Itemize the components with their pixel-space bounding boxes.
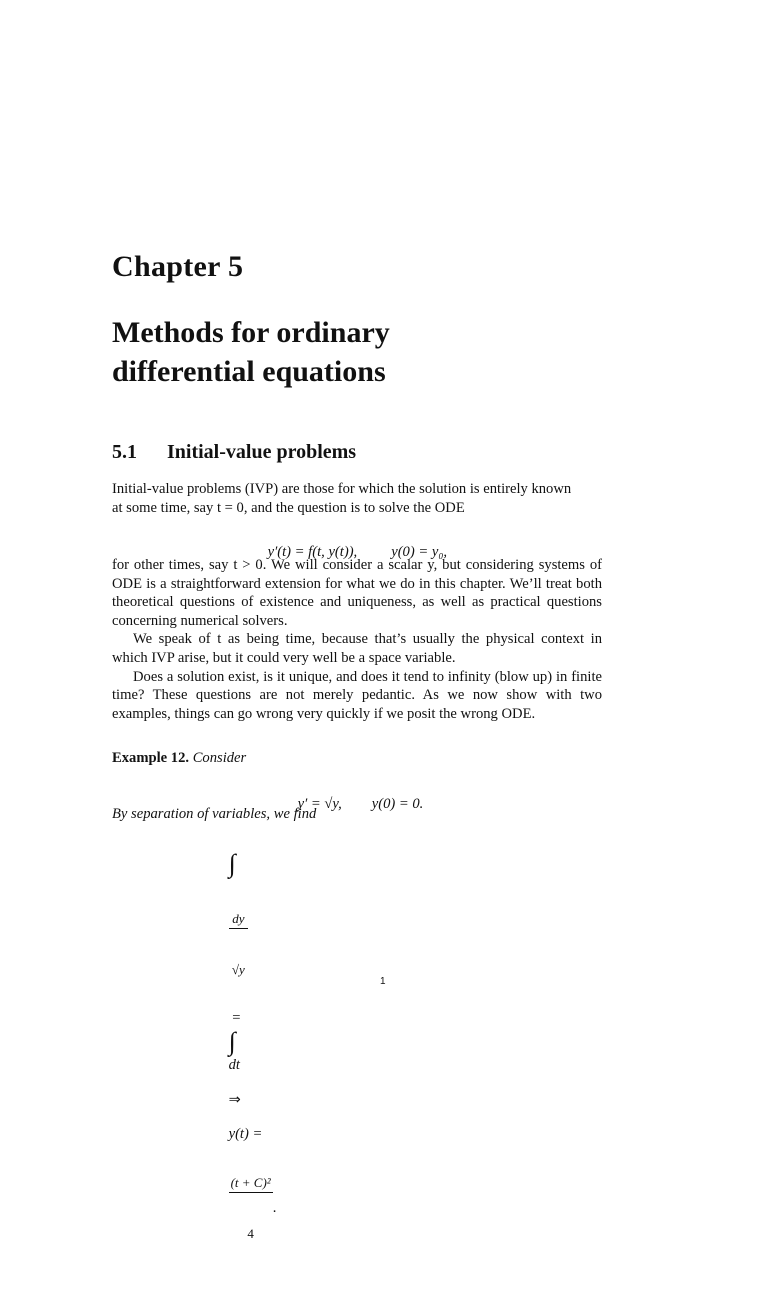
paragraph-other-times: for other times, say t > 0. We will consider a scalar y, but considering systems of ODE is a straightforward extension for what we do in this chapter. We’ll treat both theoretical questions of existence and uniqueness, as well as practical questions concerning numerical solvers. xyxy=(112,557,602,629)
implies-arrow: ⇒ xyxy=(228,1092,241,1109)
example-heading xyxy=(112,750,246,767)
chapter-title-line-1: Methods for ordinary xyxy=(112,316,390,349)
example-label: Example 12. xyxy=(112,750,190,766)
fraction-solution-numerator: (t + C)² xyxy=(229,1175,273,1193)
equation-integral xyxy=(214,832,276,1291)
paragraph-body xyxy=(112,556,602,723)
fraction-dy-denominator: √y xyxy=(231,962,245,977)
equation-example-ode: y′ = √y, xyxy=(297,796,342,812)
paragraph-time: We speak of t as being time, because that’s usually the physical context in which IVP arise, but it could very well be a space variable. xyxy=(112,631,602,666)
fraction-solution-denominator: 4 xyxy=(247,1226,254,1242)
page-number: 1 xyxy=(380,976,386,987)
integral-sign-left: ∫ xyxy=(228,849,236,878)
section-title: Initial-value problems xyxy=(167,441,357,463)
fraction-dy-numerator: dy xyxy=(229,911,249,929)
integral-dt: dt xyxy=(228,1057,240,1074)
solution-lhs: y(t) = xyxy=(228,1126,263,1143)
separation-text: By separation of variables, we find xyxy=(112,806,317,822)
section-heading xyxy=(112,441,356,464)
equation-ivp-ode: y′(t) = f(t, y(t)), xyxy=(267,544,358,560)
equals-sign: = xyxy=(228,1010,245,1027)
section-number: 5.1 xyxy=(112,441,137,463)
chapter-title xyxy=(112,313,672,391)
equation-ivp-initial: y(0) = y₀, xyxy=(391,544,448,560)
solution-period: . xyxy=(272,1200,277,1217)
equation-example-initial: y(0) = 0. xyxy=(371,796,424,812)
fraction-solution xyxy=(229,1143,273,1274)
example-intro: Consider xyxy=(192,750,247,766)
fraction-dy-sqrt-y xyxy=(229,879,249,1010)
paragraph-intro-line-2: at some time, say t = 0, and the question is to solve the ODE xyxy=(112,499,465,516)
paragraph-intro-line-1: Initial-value problems (IVP) are those for which the solution is entirely known xyxy=(112,481,572,497)
paragraph-existence: Does a solution exist, is it unique, and does it tend to infinity (blow up) in finite time? These questions are not merely pedantic. As we now show with two examples, things can go wrong very quickly if we posit the wrong ODE. xyxy=(112,668,602,722)
integral-sign-right: ∫ xyxy=(228,1027,236,1057)
paragraph-intro xyxy=(112,480,602,517)
chapter-title-line-2: differential equations xyxy=(112,355,386,388)
chapter-label: Chapter 5 xyxy=(112,250,244,283)
